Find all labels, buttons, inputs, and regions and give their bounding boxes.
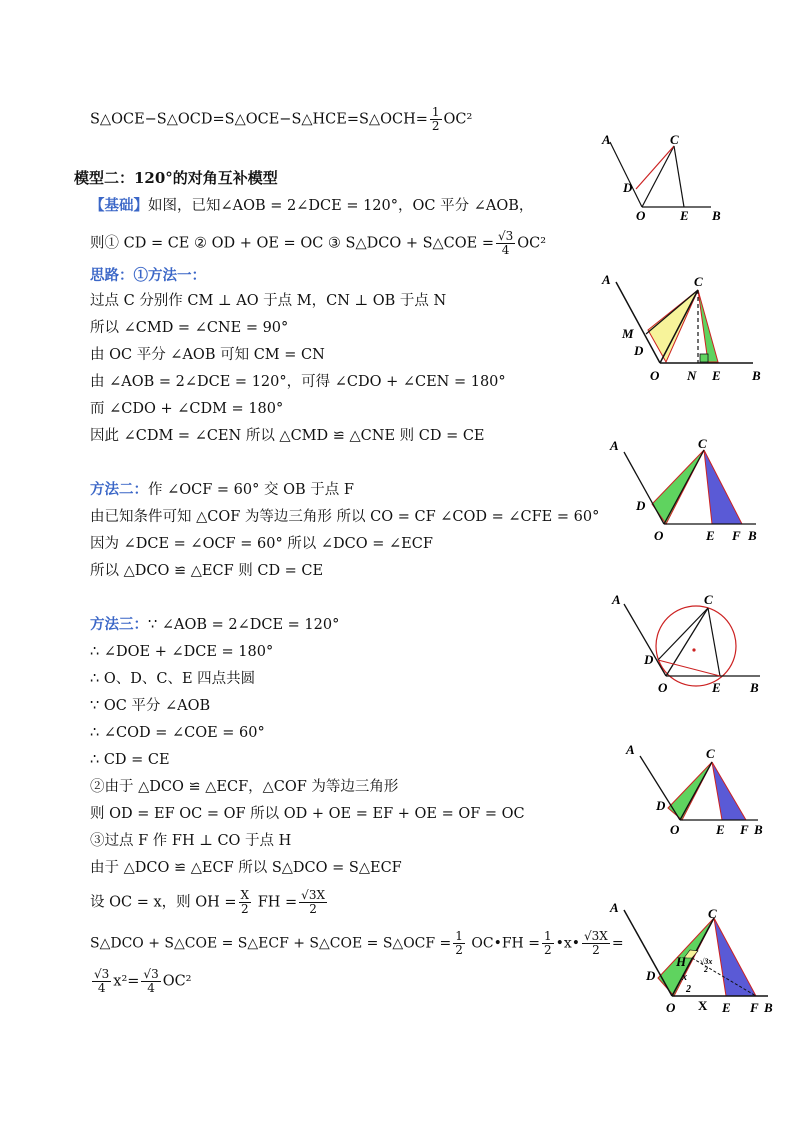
label-d: D [636, 498, 646, 513]
label-e: E [706, 528, 715, 543]
label-e: E [712, 368, 721, 383]
label-f: F [750, 1000, 759, 1015]
label-e: E [716, 822, 725, 837]
label-b: B [748, 528, 757, 543]
label-o: O [650, 368, 660, 383]
method2-line: 所以 △DCO ≌ △ECF 则 CD = CE [90, 563, 324, 579]
method2-line: 由已知条件可知 △COF 为等边三角形 所以 CO = CF ∠COD = ∠CFE = 60° [90, 509, 600, 525]
label-d: D [634, 343, 644, 358]
top-formula: S△OCE−S△OCD=S△OCE−S△HCE=S△OCH= $\frac{1}{2}$ OC² [90, 105, 473, 133]
label-c: C [704, 592, 713, 607]
label-c: C [706, 746, 715, 761]
label-c: C [670, 132, 679, 147]
method1-line: 过点 C 分别作 CM ⊥ AO 于点 M，CN ⊥ OB 于点 N [90, 293, 447, 309]
label-e: E [680, 208, 689, 222]
label-c: C [698, 436, 707, 451]
label-o: O [670, 822, 680, 837]
label-c: C [694, 274, 703, 289]
label-o: O [658, 680, 668, 695]
method3-set-line: 设 OC = x，则 OH = $\frac{X}{2}$ FH = $\frac{√3X}{2}$ [90, 888, 325, 916]
method3-line: ②由于 △DCO ≌ △ECF，△COF 为等边三角形 [90, 779, 399, 795]
label-f: F [732, 528, 741, 543]
label-d: D [646, 968, 656, 983]
label-e: E [722, 1000, 731, 1015]
method1-line: 因此 ∠CDM = ∠CEN 所以 △CMD ≌ △CNE 则 CD = CE [90, 428, 485, 444]
method1-heading: 思路：①方法一： [90, 267, 206, 284]
method3-line: ③过点 F 作 FH ⊥ CO 于点 H [90, 833, 292, 849]
label-o: O [654, 528, 664, 543]
method1-line: 由 OC 平分 ∠AOB 可知 CM = CN [90, 347, 325, 363]
label-a: A [610, 900, 619, 915]
label-b: B [712, 208, 721, 222]
label-x: X [698, 998, 708, 1013]
method3-line: ∵ OC 平分 ∠AOB [90, 698, 211, 714]
label-n: N [687, 368, 697, 383]
method1-line: 所以 ∠CMD = ∠CNE = 90° [90, 320, 289, 336]
label-o: O [636, 208, 646, 222]
method1-line: 由 ∠AOB = 2∠DCE = 120°，可得 ∠CDO + ∠CEN = 180° [90, 374, 506, 390]
method3-line: ∴ ∠COD = ∠COE = 60° [90, 725, 265, 741]
label-c: C [708, 906, 717, 921]
label-b: B [754, 822, 763, 837]
label-a: A [626, 742, 635, 757]
method3-line: 则 OD = EF OC = OF 所以 OD + OE = EF + OE = OF = OC [90, 806, 525, 822]
label-m: M [622, 326, 634, 341]
label-h: H [676, 954, 687, 969]
figure-method1 [598, 270, 773, 385]
label-a: A [612, 592, 621, 607]
method2-heading-line: 方法二：作 ∠OCF = 60° 交 OB 于点 F [90, 481, 354, 498]
method3-area-line: S△DCO + S△COE = S△ECF + S△COE = S△OCF = $\frac{1}{2}$ OC•FH = $\frac{1}{2}$ •x• $\frac{√3X}{2}$ = [90, 929, 624, 957]
figure-method3-circle [608, 592, 773, 700]
figure-method2 [604, 436, 774, 544]
figure-method3-congruent [618, 740, 773, 840]
method3-line: 由于 △DCO ≌ △ECF 所以 S△DCO = S△ECF [90, 860, 402, 876]
label-a: A [602, 272, 611, 287]
method3-heading-line: 方法三：∵ ∠AOB = 2∠DCE = 120° [90, 616, 340, 633]
label-x-small: x [682, 972, 687, 983]
label-d: D [656, 798, 666, 813]
label-f: F [740, 822, 749, 837]
model-title: 模型二：120°的对角互补模型 [74, 169, 278, 187]
label-o: O [666, 1000, 676, 1015]
method3-line: ∴ O、D、C、E 四点共圆 [90, 671, 256, 687]
method3-line: ∴ ∠DOE + ∠DCE = 180° [90, 644, 274, 660]
method3-line: ∴ CD = CE [90, 752, 170, 768]
label-h-frac-den: 2 [704, 965, 708, 974]
basic-conclusion: 则① CD = CE ② OD + OE = OC ③ S△DCO + S△COE = $\frac{√3}{4}$ OC² [90, 229, 547, 257]
basic-statement: 【基础】如图，已知∠AOB = 2∠DCE = 120°，OC 平分 ∠AOB， [90, 197, 534, 214]
label-a: A [602, 132, 611, 147]
method2-line: 因为 ∠DCE = ∠OCF = 60° 所以 ∠DCO = ∠ECF [90, 536, 433, 552]
label-two: 2 [686, 984, 691, 995]
label-b: B [750, 680, 759, 695]
label-a: A [610, 438, 619, 453]
label-h-frac-num: √3x [700, 957, 713, 966]
label-b: B [752, 368, 761, 383]
figure-method3-height [604, 896, 779, 1020]
label-d: D [644, 652, 654, 667]
figure-basic [596, 132, 726, 222]
method3-last-line: $\frac{√3}{4}$ x²= $\frac{√3}{4}$ OC² [94, 967, 192, 995]
label-b: B [764, 1000, 773, 1015]
label-d: D [623, 180, 633, 195]
method1-line: 而 ∠CDO + ∠CDM = 180° [90, 401, 284, 417]
label-e: E [712, 680, 721, 695]
